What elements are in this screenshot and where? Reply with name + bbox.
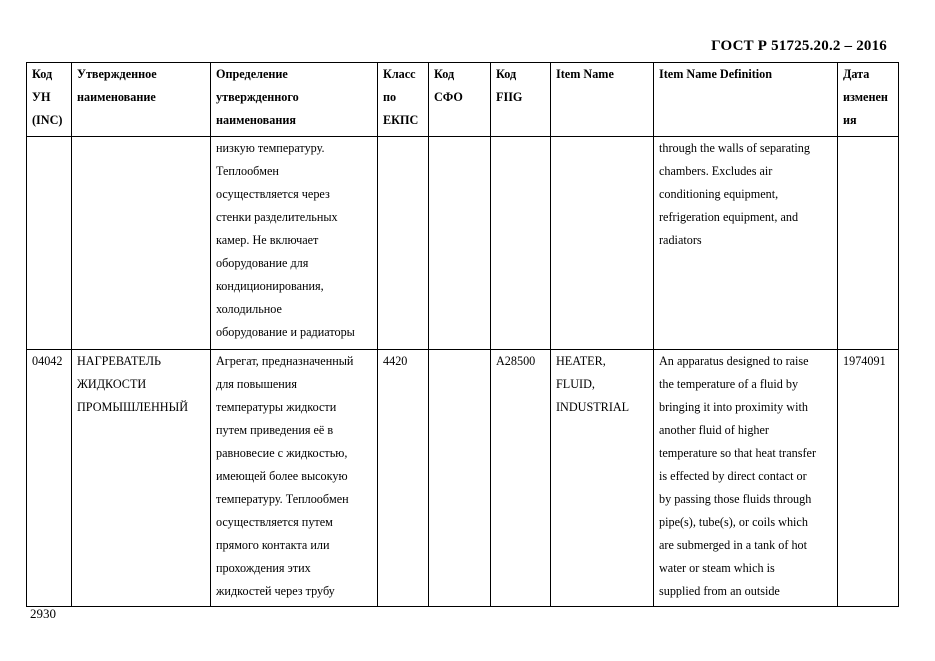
text-line: Класс [383, 67, 416, 81]
text-line: для повышения [216, 377, 297, 391]
text-line: chambers. Excludes air [659, 164, 773, 178]
text-line: УН [32, 90, 51, 104]
text-line: оборудование и радиаторы [216, 325, 355, 339]
col-header-sfo-code [429, 63, 491, 137]
text-line: низкую температуру. [216, 141, 325, 155]
cell-sfo-code [429, 137, 491, 350]
text-line: A28500 [496, 354, 536, 368]
cell-approved-name [72, 350, 211, 607]
text-line: through the walls of separating [659, 141, 810, 155]
col-header-inc-code [27, 63, 72, 137]
text-line: оборудование для [216, 256, 309, 270]
text-line: is effected by direct contact or [659, 469, 807, 483]
text-line: изменен [843, 90, 888, 104]
text-line: прямого контакта или [216, 538, 330, 552]
text-line: temperature so that heat transfer [659, 446, 817, 460]
text-line: ия [843, 113, 857, 127]
col-header-item-name [551, 63, 654, 137]
table-header-row [27, 63, 899, 137]
text-line: FLUID, [556, 377, 595, 391]
text-line: Код [32, 67, 53, 81]
col-header-item-name-definition [654, 63, 838, 137]
text-line: 04042 [32, 354, 63, 368]
col-header-approved-name [72, 63, 211, 137]
text-line: Теплообмен [216, 164, 279, 178]
text-line: INDUSTRIAL [556, 400, 630, 414]
text-line: Item Name [556, 67, 614, 81]
document-standard-header: ГОСТ Р 51725.20.2 – 2016 [711, 38, 887, 54]
text-line: холодильное [216, 302, 282, 316]
text-line: 4420 [383, 354, 408, 368]
cell-item-name-definition [654, 350, 838, 607]
text-line: Агрегат, предназначенный [216, 354, 354, 368]
cell-inc-code [27, 350, 72, 607]
text-line: по [383, 90, 397, 104]
text-line: the temperature of a fluid by [659, 377, 799, 391]
text-line: равновесие с жидкостью, [216, 446, 348, 460]
text-line: Определение [216, 67, 288, 81]
col-header-name-definition [211, 63, 378, 137]
cell-inc-code [27, 137, 72, 350]
cell-name-definition [211, 350, 378, 607]
table-row [27, 350, 899, 607]
text-line: прохождения этих [216, 561, 311, 575]
text-line: by passing those fluids through [659, 492, 812, 506]
col-header-fiig-code [491, 63, 551, 137]
cell-name-definition [211, 137, 378, 350]
text-line: radiators [659, 233, 702, 247]
cell-change-date [838, 350, 899, 607]
text-line: ЕКПС [383, 113, 419, 127]
cell-item-name-definition [654, 137, 838, 350]
cell-change-date [838, 137, 899, 350]
text-line: Дата [843, 67, 870, 81]
text-line: refrigeration equipment, and [659, 210, 799, 224]
text-line: An apparatus designed to raise [659, 354, 809, 368]
text-line: ЖИДКОСТИ [77, 377, 147, 391]
text-line: осуществляется через [216, 187, 330, 201]
text-line: water or steam which is [659, 561, 775, 575]
text-line: путем приведения её в [216, 423, 334, 437]
col-header-ekps-class [378, 63, 429, 137]
text-line: Утвержденное [77, 67, 157, 81]
col-header-change-date [838, 63, 899, 137]
text-line: утвержденного [216, 90, 299, 104]
table-row [27, 137, 899, 350]
text-line: кондиционирования, [216, 279, 324, 293]
item-name-table [26, 62, 899, 607]
text-line: наименования [216, 113, 296, 127]
text-line: стенки разделительных [216, 210, 338, 224]
text-line: Код [434, 67, 455, 81]
cell-fiig-code [491, 137, 551, 350]
text-line: осуществляется путем [216, 515, 333, 529]
text-line: pipe(s), tube(s), or coils which [659, 515, 808, 529]
text-line: СФО [434, 90, 463, 104]
cell-ekps-class [378, 137, 429, 350]
text-line: имеющей более высокую [216, 469, 348, 483]
text-line: Item Name Definition [659, 67, 773, 81]
text-line: Код [496, 67, 517, 81]
text-line: conditioning equipment, [659, 187, 779, 201]
text-line: жидкостей через трубу [216, 584, 335, 598]
page-number: 2930 [30, 606, 56, 621]
text-line: камер. Не включает [216, 233, 319, 247]
text-line: bringing it into proximity with [659, 400, 808, 414]
text-line: (INC) [32, 113, 63, 127]
cell-ekps-class [378, 350, 429, 607]
cell-sfo-code [429, 350, 491, 607]
cell-item-name [551, 137, 654, 350]
text-line: 1974091 [843, 354, 886, 368]
text-line: температуру. Теплообмен [216, 492, 349, 506]
cell-fiig-code [491, 350, 551, 607]
text-line: температуры жидкости [216, 400, 337, 414]
text-line: supplied from an outside [659, 584, 780, 598]
text-line: ПРОМЫШЛЕННЫЙ [77, 400, 189, 414]
cell-item-name [551, 350, 654, 607]
text-line: are submerged in a tank of hot [659, 538, 808, 552]
text-line: FIIG [496, 90, 523, 104]
text-line: HEATER, [556, 354, 606, 368]
cell-approved-name [72, 137, 211, 350]
text-line: another fluid of higher [659, 423, 769, 437]
text-line: наименование [77, 90, 156, 104]
text-line: НАГРЕВАТЕЛЬ [77, 354, 161, 368]
